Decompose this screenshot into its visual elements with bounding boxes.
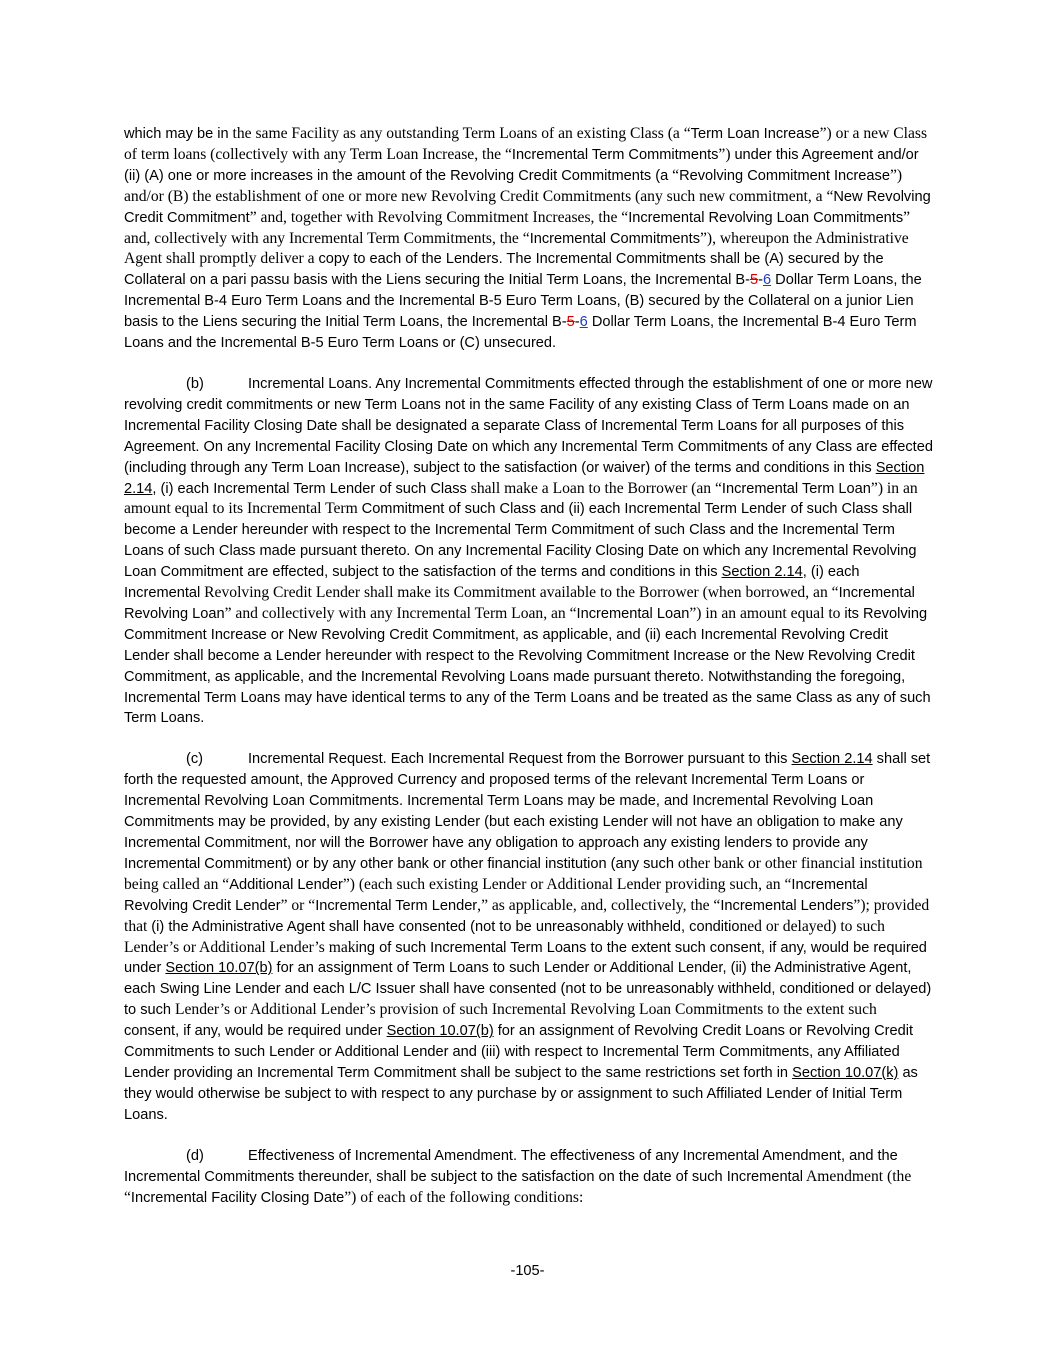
section-reference: Section 10.07(b) <box>165 960 273 977</box>
defined-term: Incremental Term Loan <box>721 480 871 497</box>
paragraph-a-continuation: which may be in the same Facility as any outstanding Term Loans of an existing Class (a “Term Loan Increase”) or a new Class of term loans (collectively with any Term Loan Increase, the “Incremental Term Commitments”) under this Agreement and/or (ii) (A) one or more increases in the amount of the Revolving Credit Commitments (a “Revolving Commitment Increase”) and/or (B) the establishment of one or more new Revolving Credit Commitments (any such new commitment, a “New Revolving Credit Commitment” and, together with Revolving Commitment Increases, the “Incremental Revolving Loan Commitments” and, collectively with any Incremental Term Commitments, the “Incremental Commitments”), whereupon the Administrative Agent shall promptly deliver a copy to each of the Lenders. The Incremental Commitments shall be (A) secured by the Collateral on a pari passu basis with the Liens securing the Initial Term Loans, the Incremental B-5-6 Dollar Term Loans, the Incremental B-4 Euro Term Loans and the Incremental B-5 Euro Term Loans, (B) secured by the Collateral on a junior Lien basis to the Liens securing the Initial Term Loans, the Incremental B-5-6 Dollar Term Loans, the Incremental B-4 Euro Term Loans and the Incremental B-5 Euro Term Loans or (C) unsecured. <box>124 125 931 352</box>
defined-term: Revolving Commitment Increase <box>679 167 890 184</box>
defined-term: Incremental Revolving Loan Commitments <box>628 209 904 226</box>
section-reference: Section 2.14 <box>124 459 925 497</box>
defined-term: New Revolving Credit Commitment <box>124 188 931 226</box>
section-reference: Section 10.07(k) <box>792 1064 899 1081</box>
defined-term: Incremental Lenders <box>720 897 854 914</box>
section-reference: Section 2.14 <box>721 564 803 581</box>
paragraph-b: (b) Incremental Loans. Any Incremental Commitments effected through the establishment of one or more new revolving credit commitments or new Term Loans not in the same Facility of any existing Class of Term Loans made on an Incremental Facility Closing Date shall be designated a separate Class of Incremental Term Loans for all purposes of this Agreement. On any Incremental Facility Closing Date on which any Incremental Term Commitments of any Class are effected (including through any Term Loan Increase), subject to the satisfaction (or waiver) of the terms and conditions in this Section 2.14, (i) each Incremental Term Lender of such Class shall make a Loan to the Borrower (an “Incremental Term Loan”) in an amount equal to its Incremental Term Commitment of such Class and (ii) each Incremental Term Lender of such Class shall become a Lender hereunder with respect to the Incremental Term Commitment of such Class and the Incremental Term Loans of such Class made pursuant thereto. On any Incremental Facility Closing Date on which any Incremental Revolving Loan Commitment are effected, subject to the satisfaction of the terms and conditions in this Section 2.14, (i) each Incremental Revolving Credit Lender shall make its Commitment available to the Borrower (when borrowed, an “Incremental Revolving Loan” and collectively with any Incremental Term Loan, an “Incremental Loan”) in an amount equal to its Revolving Commitment Increase or New Revolving Credit Commitment, as applicable, and (ii) each Incremental Revolving Credit Lender shall become a Lender hereunder with respect to the Revolving Commitment Increase or the New Revolving Credit Commitment, as applicable, and the Incremental Revolving Loans made pursuant thereto. Notwithstanding the foregoing, Incremental Term Loans may have identical terms to any of the Term Loans and be treated as the same Class as any of such Term Loans. <box>124 375 933 727</box>
inserted-text: 6 <box>579 314 588 331</box>
defined-term: Incremental Facility Closing Date <box>130 1189 345 1206</box>
page-number: -105- <box>510 1263 545 1279</box>
defined-term: Incremental Term Lender <box>315 897 478 914</box>
defined-term: Incremental Loan <box>576 605 690 622</box>
defined-term: Additional Lender <box>229 876 343 893</box>
deleted-text: 5 <box>749 272 759 289</box>
defined-term: Incremental Revolving Loan <box>124 585 915 622</box>
defined-term: Term Loan Increase <box>690 126 820 142</box>
defined-term: Incremental Revolving Credit Lender <box>124 876 868 914</box>
paragraph-c: (c) Incremental Request. Each Incremental Request from the Borrower pursuant to this Section 2.14 shall set forth the requested amount, the Approved Currency and proposed terms of the relevant Incremental Term Loans or Incremental Revolving Loan Commitments. Incremental Term Loans may be made, and Incremental Revolving Loan Commitments may be provided, by any existing Lender (but each existing Lender will not have an obligation to make any Incremental Commitment, nor will the Borrower have any obligation to approach any existing lenders to provide any Incremental Commitment) or by any other bank or other financial institution (any such other bank or other financial institution being called an “Additional Lender”) (each such existing Lender or Additional Lender providing such, an “Incremental Revolving Credit Lender” or “Incremental Term Lender,” as applicable, and, collectively, the “Incremental Lenders”); provided that (i) the Administrative Agent shall have consented (not to be unreasonably withheld, conditioned or delayed) to such Lender’s or Additional Lender’s making of such Incremental Term Loans to the extent such consent, if any, would be required under Section 10.07(b) for an assignment of Term Loans to such Lender or Additional Lender, (ii) the Administrative Agent, each Swing Line Lender and each L/C Issuer shall have consented (not to be unreasonably withheld, conditioned or delayed) to such Lender’s or Additional Lender’s provision of such Incremental Revolving Loan Commitments to the extent such consent, if any, would be required under Section 10.07(b) for an assignment of Revolving Credit Loans or Revolving Credit Commitments to such Lender or Additional Lender and (iii) with respect to Incremental Term Commitments, any Affiliated Lender providing an Incremental Term Commitment shall be subject to the same restrictions set forth in Section 10.07(k) as they would otherwise be subject to with respect to any purchase by or assignment to such Affiliated Lender of Initial Term Loans. <box>124 751 932 1123</box>
document-page <box>124 124 934 1228</box>
defined-term: Incremental Commitments <box>529 230 700 247</box>
deleted-text: 5 <box>566 314 575 331</box>
paragraph-number: (c) <box>186 751 204 768</box>
inserted-text: 6 <box>762 272 772 289</box>
section-reference: Section 10.07(b) <box>386 1023 494 1040</box>
section-reference: Section 2.14 <box>791 751 873 768</box>
paragraph-number: (d) <box>186 1147 204 1164</box>
paragraph-d: (d) Effectiveness of Incremental Amendment. The effectiveness of any Incremental Amendment, and the Incremental Commitments thereunder, shall be subject to the satisfaction on the date of such Incremental Amendment (the “Incremental Facility Closing Date”) of each of the following conditions: <box>124 1147 912 1206</box>
paragraph-number: (b) <box>186 375 204 392</box>
defined-term: Incremental Term Commitments <box>511 146 719 163</box>
